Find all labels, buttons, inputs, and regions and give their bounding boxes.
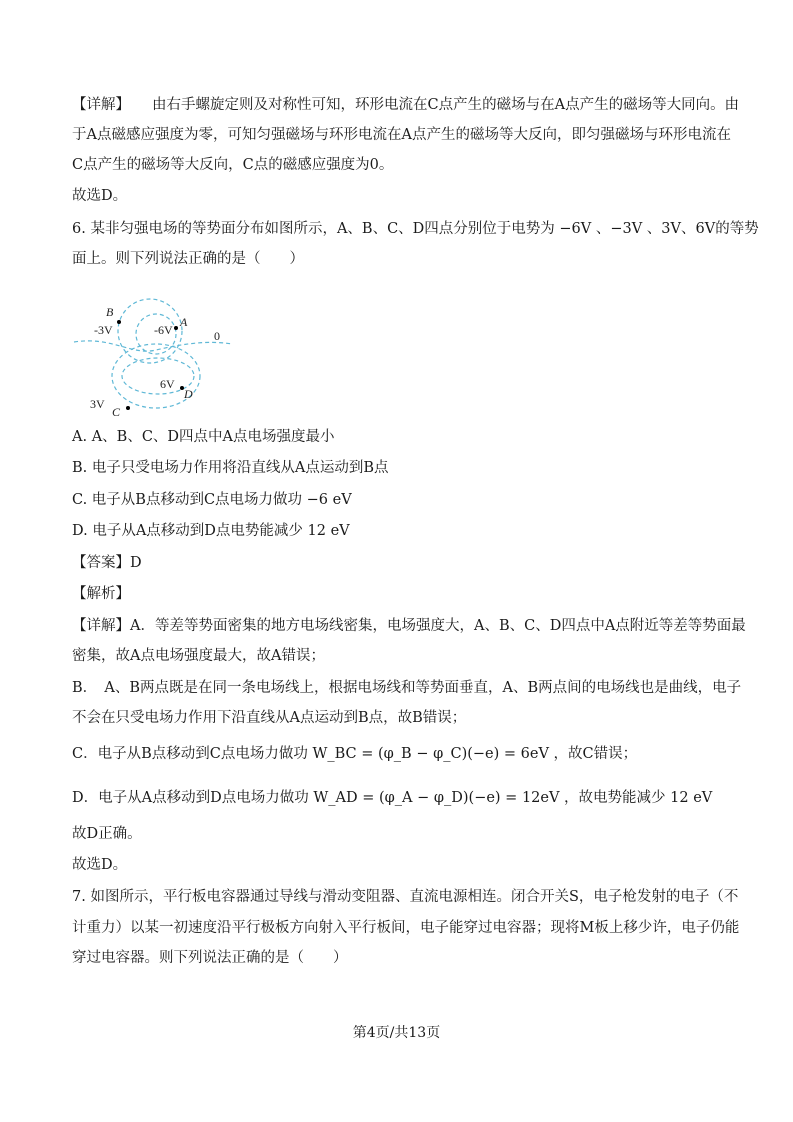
q6-detail-line-5: C．电子从B点移动到C点电场力做功 W_BC = (φ_B − φ_C)(−e) = 6eV ，故C错误； xyxy=(72,746,638,762)
label-minus6V: -6V xyxy=(154,323,173,337)
label-B: B xyxy=(106,305,114,319)
q7-stem-line-1: 7. 如图所示，平行板电容器通过导线与滑动变阻器、直流电源相连。闭合开关S，电子枪发射的电子（不 xyxy=(72,889,739,905)
q5-detail-line-1 xyxy=(72,95,739,115)
q6-detail-line-7: 故D正确。 xyxy=(72,826,142,842)
detail-text: 由右手螺旋定则及对称性可知，环形电流在C点产生的磁场与在A点产生的磁场等大同向。由 xyxy=(152,97,740,113)
q6-detail-line-1: 【详解】A．等差等势面密集的地方电场线密集，电场强度大，A、B、C、D四点中A点附近等差等势面最 xyxy=(72,618,746,634)
q5-choose: 故选D。 xyxy=(72,188,128,204)
q6-detail-line-2: 密集，故A点电场强度最大，故A错误； xyxy=(72,648,325,664)
q6-option-b: B. 电子只受电场力作用将沿直线从A点运动到B点 xyxy=(72,460,389,476)
detail-label: 【详解】 xyxy=(72,97,130,113)
label-D: D xyxy=(184,387,193,401)
q6-option-a: A. A、B、C、D四点中A点电场强度最小 xyxy=(72,429,335,445)
contour-zero xyxy=(74,341,232,351)
label-A: A xyxy=(180,315,188,329)
q6-analysis: 【解析】 xyxy=(72,586,130,602)
label-minus3V: -3V xyxy=(94,323,113,337)
point-A xyxy=(174,326,178,330)
q6-detail-line-6: D．电子从A点移动到D点电场力做功 W_AD = (φ_A − φ_D)(−e) = 12eV ，故电势能减少 12 eV xyxy=(72,790,713,806)
q6-stem-line-2: 面上。则下列说法正确的是（ ） xyxy=(72,251,304,267)
q7-stem-line-3: 穿过电容器。则下列说法正确的是（ ） xyxy=(72,950,348,966)
q6-option-d: D. 电子从A点移动到D点电势能减少 12 eV xyxy=(72,523,350,539)
q6-option-c: C. 电子从B点移动到C点电场力做功 −6 eV xyxy=(72,492,352,508)
q6-choose: 故选D。 xyxy=(72,857,128,873)
equipotential-figure xyxy=(72,296,242,416)
point-B xyxy=(117,320,121,324)
q6-detail-line-3: B． A、B两点既是在同一条电场线上，根据电场线和等势面垂直，A、B两点间的电场线也是曲线，电子 xyxy=(72,680,742,696)
q5-detail-line-2: 于A点磁感应强度为零，可知匀强磁场与环形电流在A点产生的磁场等大反向，即匀强磁场与环形电流在 xyxy=(72,127,731,143)
q6-stem-line-1: 6. 某非匀强电场的等势面分布如图所示，A、B、C、D四点分别位于电势为 −6V 、−3V 、3V、6V的等势 xyxy=(72,221,759,237)
label-3V: 3V xyxy=(90,397,105,411)
q7-stem-line-2: 计重力）以某一初速度沿平行极板方向射入平行板间，电子能穿过电容器；现将M板上移少许，电子仍能 xyxy=(72,920,740,936)
q5-detail-line-3: C点产生的磁场等大反向，C点的磁感应强度为0。 xyxy=(72,157,394,173)
label-C: C xyxy=(112,405,121,416)
q6-detail-line-4: 不会在只受电场力作用下沿直线从A点运动到B点，故B错误； xyxy=(72,710,467,726)
label-6V: 6V xyxy=(160,377,175,391)
page-footer: 第4页/共13页 xyxy=(352,1025,441,1041)
point-C xyxy=(126,406,130,410)
q6-answer: 【答案】D xyxy=(72,555,142,571)
label-zero: 0 xyxy=(214,329,220,343)
